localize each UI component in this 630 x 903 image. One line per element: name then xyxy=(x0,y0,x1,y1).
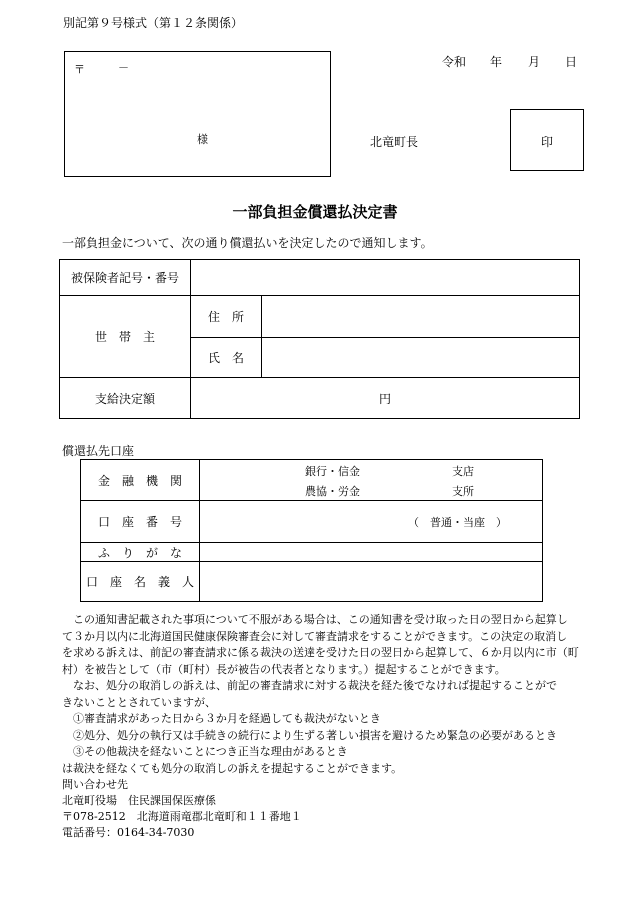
main-table xyxy=(59,259,580,419)
notice-line: ③その他裁決を経ないことにつき正当な理由があるとき xyxy=(62,745,348,758)
date-era: 令和 xyxy=(442,55,467,69)
date-day: 日 xyxy=(565,55,578,69)
postal-dash: － xyxy=(118,61,129,74)
contact-office: 北竜町役場 住民課国保医療係 xyxy=(62,794,216,807)
bank-option: 銀行・信金 xyxy=(305,465,360,478)
date-year: 年 xyxy=(490,55,503,69)
notice-line: ①審査請求があった日から３か月を経過しても裁決がないとき xyxy=(62,712,381,725)
postal-mark: 〒 xyxy=(74,63,85,76)
payment-amount-label: 支給決定額 xyxy=(60,378,191,419)
insured-id-label: 被保険者記号・番号 xyxy=(60,260,191,296)
mayor-title: 北竜町長 xyxy=(370,135,419,149)
household-head-label: 世 帯 主 xyxy=(60,296,191,378)
notice-line: 村）を被告として（市（町村）長が被告の代表者となります。）提起することができます。 xyxy=(62,662,506,676)
notice-line: この通知書記載された事項について不服がある場合は、この通知書を受け取った日の翌日から起算し xyxy=(62,613,568,626)
coop-option: 農協・労金 xyxy=(305,485,360,498)
seal-box xyxy=(510,109,584,171)
account-section-label: 償還払先口座 xyxy=(62,444,135,458)
date-month: 月 xyxy=(528,55,541,69)
address-label: 住 所 xyxy=(191,296,262,338)
appeal-notice xyxy=(62,612,582,777)
institution-value xyxy=(200,460,543,501)
contact-block xyxy=(62,777,582,841)
notice-line: は裁決を経なくても処分の取消しの訴えを提起することができます。 xyxy=(62,761,403,775)
furigana-value xyxy=(200,543,543,562)
holder-value xyxy=(200,562,543,602)
branch-shiten: 支店 xyxy=(452,465,474,478)
payment-amount-value: 円 xyxy=(191,378,580,419)
account-table xyxy=(80,459,543,602)
account-number-value xyxy=(200,501,543,543)
contact-phone: 電話番号：0164-34-7030 xyxy=(62,826,195,839)
notice-line: ②処分、処分の執行又は手続きの続行により生ずる著しい損害を避けるため緊急の必要があるとき xyxy=(62,728,557,742)
holder-label: 口 座 名 義 人 xyxy=(81,562,200,602)
contact-heading: 問い合わせ先 xyxy=(62,778,128,791)
institution-label: 金 融 機 関 xyxy=(81,460,200,501)
account-type: （ 普通・当座 ） xyxy=(408,516,507,529)
account-number-label: 口 座 番 号 xyxy=(81,501,200,543)
address-value xyxy=(262,296,580,338)
notice-line: なお、処分の取消しの訴えは、前記の審査請求に対する裁決を経た後でなければ提起することがで xyxy=(62,679,557,692)
form-label: 別記第９号様式（第１２条関係） xyxy=(63,16,244,30)
contact-address: 〒078-2512 北海道雨竜郡北竜町和１１番地１ xyxy=(62,810,302,823)
seal-mark: 印 xyxy=(541,135,554,149)
furigana-label: ふ り が な xyxy=(81,543,200,562)
honorific: 様 xyxy=(197,133,208,146)
intro-text: 一部負担金について、次の通り償還払いを決定したので通知します。 xyxy=(62,236,433,250)
name-value xyxy=(262,338,580,378)
branch-shisho: 支所 xyxy=(452,485,474,498)
insured-id-value xyxy=(191,260,580,296)
notice-line: きないこととされていますが、 xyxy=(62,695,216,709)
notice-line: て３か月以内に北海道国民健康保険審査会に対して審査請求をすることができます。この決定の取消し xyxy=(62,629,568,643)
name-label: 氏 名 xyxy=(191,338,262,378)
address-box xyxy=(64,51,331,177)
notice-line: を求める訴えは、前記の審査請求に係る裁決の送達を受けた日の翌日から起算して、６か月以内に市（町 xyxy=(62,646,579,659)
document-title: 一部負担金償還払決定書 xyxy=(232,203,398,221)
